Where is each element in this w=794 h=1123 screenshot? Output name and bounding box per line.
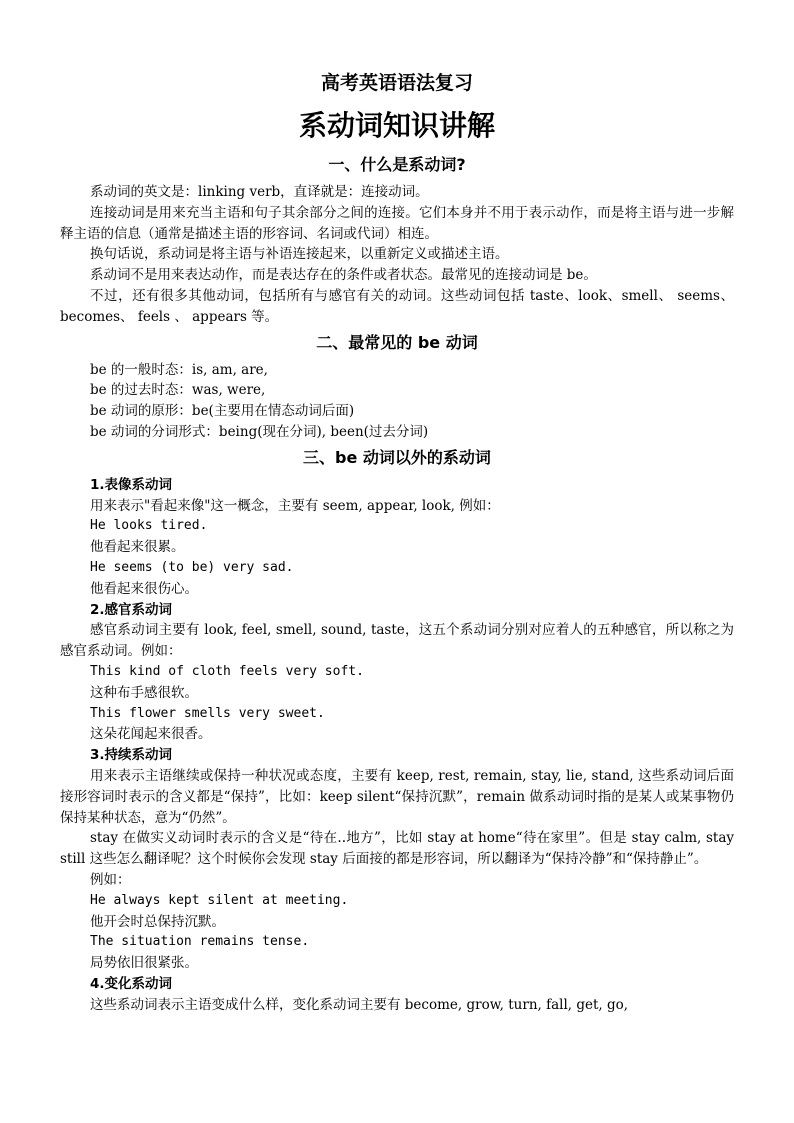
- example-english: This flower smells very sweet.: [90, 705, 325, 721]
- document-body: [60, 150, 734, 1015]
- paragraph: 这些系动词表示主语变成什么样，变化系动词主要有 become, grow, turn, fall, get, go,: [90, 996, 629, 1013]
- paragraph: 系动词不是用来表达动作，而是表达存在的条件或者状态。最常见的连接动词是 be。: [90, 267, 597, 284]
- list-item: be 的过去时态：was, were,: [90, 382, 266, 399]
- paragraph: 连接动词是用来充当主语和句子其余部分之间的连接。它们本身并不用于表示动作，而是将主语与进一步解释主语的信息（通常是描述主语的形容词、名词或代词）相连。: [60, 204, 734, 242]
- example-chinese: 他看起来很伤心。: [90, 580, 198, 597]
- section-heading: 三、be 动词以外的系动词: [303, 447, 491, 467]
- example-chinese: 他开会时总保持沉默。: [90, 913, 225, 930]
- example-label: 例如：: [90, 871, 131, 888]
- paragraph: 不过，还有很多其他动词，包括所有与感官有关的动词。这些动词包括 taste、look、smell、 seems、 becomes、 feels 、 appears 等。: [60, 287, 734, 325]
- paragraph: 换句话说，系动词是将主语与补语连接起来，以重新定义或描述主语。: [90, 246, 509, 263]
- paragraph: 系动词的英文是：linking verb，直译就是：连接动词。: [90, 184, 429, 200]
- subsection-title: 1.表像系动词: [90, 476, 173, 493]
- paragraph: stay 在做实义动词时表示的含义是“待在..地方”，比如 stay at home“待在家里”。但是 stay calm, stay still 这些怎么翻译呢？这个时候你会发现 stay 后面接的都是形容词，所以翻译为“保持冷静”和“保持静止”。: [60, 830, 734, 868]
- example-chinese: 局势依旧很紧张。: [90, 955, 198, 972]
- example-chinese: 这朵花闻起来很香。: [90, 726, 212, 743]
- section-heading: 二、最常见的 be 动词: [316, 332, 478, 352]
- section-heading: 一、什么是系动词?: [328, 155, 466, 174]
- paragraph: 用来表示主语继续或保持一种状况或态度，主要有 keep, rest, remain, stay, lie, stand, 这些系动词后面接形容词时表示的含义都是“保持”，比如：keep silent“保持沉默”，remain 做系动词时指的是某人或某事物仍保持某种状态，意为“仍然”。: [60, 767, 734, 826]
- document-title: 高考英语语法复习: [320, 72, 473, 94]
- document-subtitle: 系动词知识讲解: [298, 109, 495, 142]
- example-english: The situation remains tense.: [90, 934, 310, 950]
- list-item: be 动词的分词形式：being(现在分词), been(过去分词): [90, 423, 429, 440]
- subsection-title: 3.持续系动词: [90, 747, 173, 764]
- example-english: He seems (to be) very sad.: [90, 559, 294, 575]
- paragraph: 用来表示"看起来像"这一概念，主要有 seem, appear, look, 例如：: [90, 497, 500, 514]
- subsection-title: 4.变化系动词: [90, 975, 173, 992]
- list-item: be 的一般时态：is, am, are,: [90, 361, 268, 378]
- example-chinese: 这种布手感很软。: [90, 684, 198, 701]
- subsection-title: 2.感官系动词: [90, 601, 173, 618]
- example-english: He always kept silent at meeting.: [90, 892, 349, 908]
- list-item: be 动词的原形：be(主要用在情态动词后面): [90, 403, 355, 420]
- example-chinese: 他看起来很累。: [90, 539, 185, 556]
- example-english: This kind of cloth feels very soft.: [90, 663, 364, 679]
- paragraph: 感官系动词主要有 look, feel, smell, sound, taste，这五个系动词分别对应着人的五种感官，所以称之为感官系动词。例如：: [60, 622, 734, 660]
- example-english: He looks tired.: [90, 518, 208, 534]
